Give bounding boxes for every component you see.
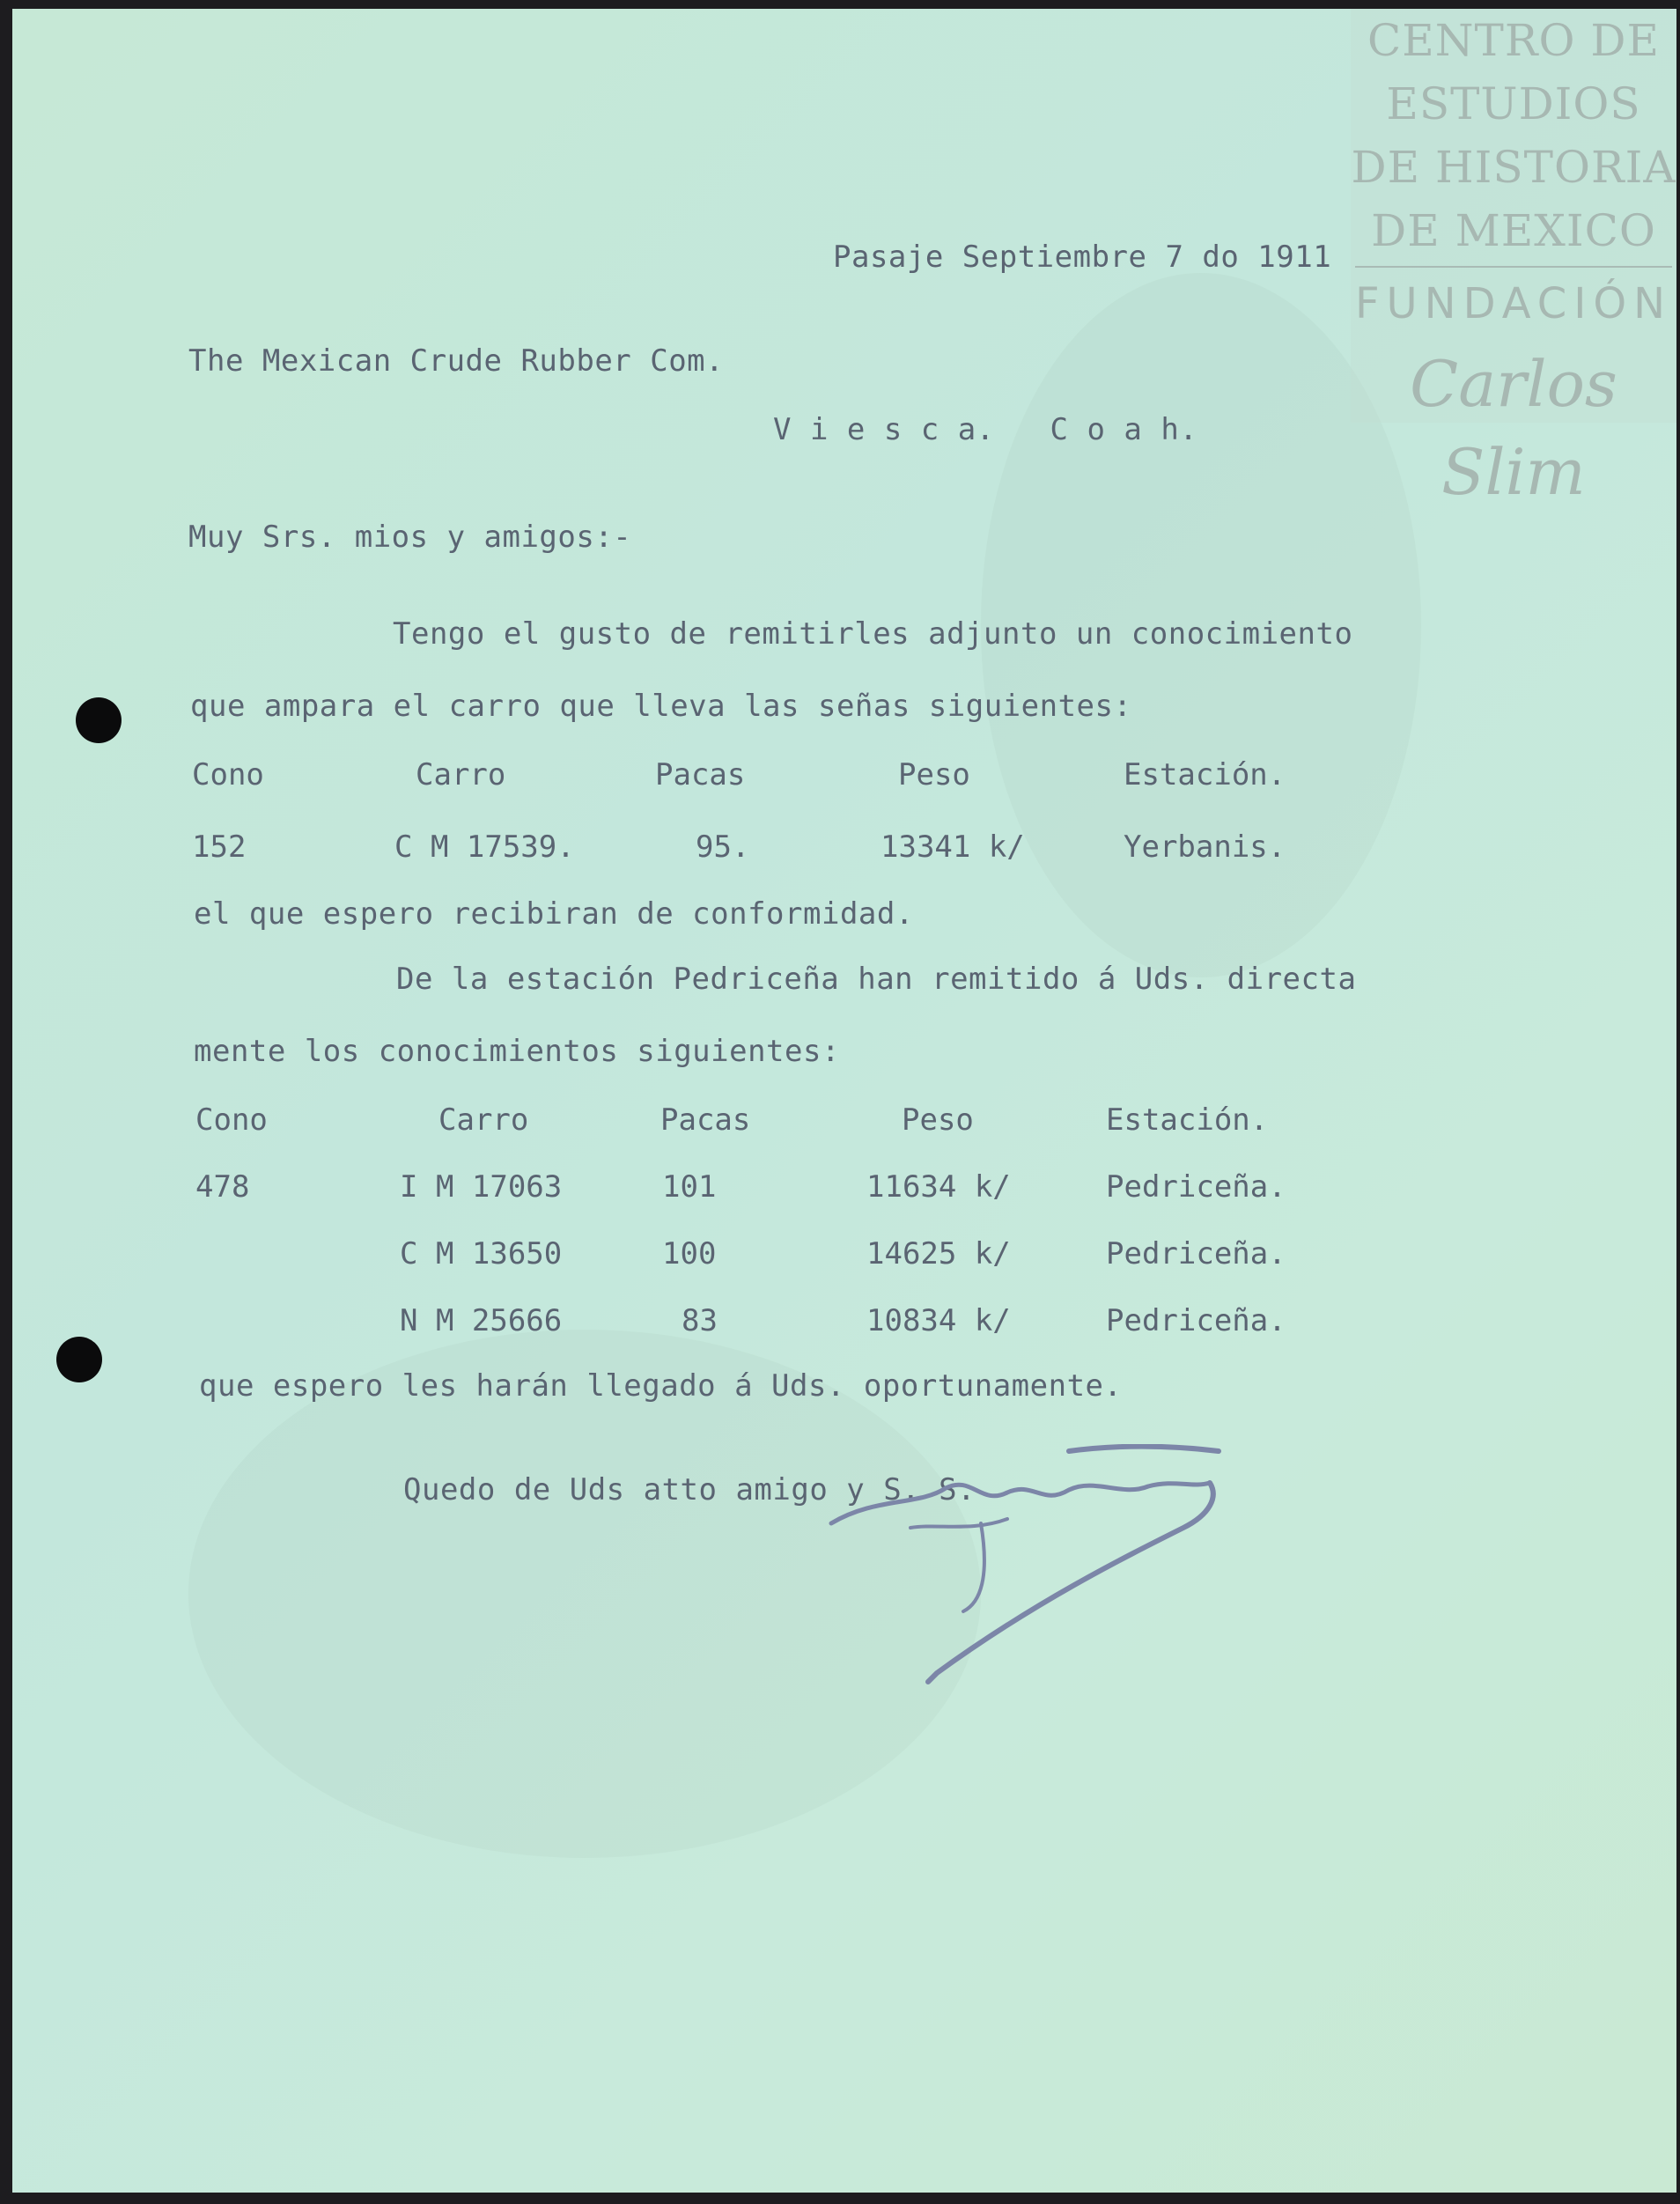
table-cell: 152 <box>192 829 247 865</box>
letter-page <box>12 9 1676 2193</box>
paragraph-line: que espero les harán llegado á Uds. oportunamente. <box>199 1368 1123 1404</box>
table-cell: 478 <box>195 1169 250 1205</box>
letter-date: Pasaje Septiembre 7 do 1911 <box>833 240 1332 275</box>
header-cell: Cono <box>192 757 264 792</box>
table-cell: N M 25666 <box>400 1303 563 1338</box>
table-cell: I M 17063 <box>400 1169 563 1205</box>
stamp-line: DE MEXICO <box>1371 205 1656 256</box>
table-cell: 10834 k/ <box>866 1303 1011 1338</box>
table-cell: 14625 k/ <box>866 1236 1011 1272</box>
letter-salutation: Muy Srs. mios y amigos:- <box>188 520 632 555</box>
table-cell: 101 <box>662 1169 717 1205</box>
table-cell: Pedriceña. <box>1106 1303 1286 1338</box>
stamp-line: DE HISTORIA <box>1351 142 1676 193</box>
paragraph-line: el que espero recibiran de conformidad. <box>194 896 914 932</box>
stamp-signature: Carlos Slim <box>1410 347 1617 509</box>
table-cell: 11634 k/ <box>866 1169 1011 1205</box>
stamp-fundacion: FUNDACIÓN <box>1354 279 1673 328</box>
stamp-divider <box>1355 266 1672 268</box>
table-cell: Pedriceña. <box>1106 1169 1286 1205</box>
paragraph-line: De la estación Pedriceña han remitido á Uds. directa <box>396 962 1357 997</box>
table-cell: 100 <box>662 1236 717 1272</box>
paragraph-line: Tengo el gusto de remitirles adjunto un conocimiento <box>393 616 1353 652</box>
punch-hole <box>76 697 122 743</box>
letter-closing: Quedo de Uds atto amigo y S. S. <box>403 1472 976 1507</box>
punch-hole <box>56 1337 102 1382</box>
header-cell: Pacas <box>655 757 746 792</box>
table-cell: C M 13650 <box>400 1236 563 1272</box>
header-cell: Estación. <box>1106 1102 1269 1138</box>
header-cell: Pacas <box>660 1102 751 1138</box>
table-cell: Yerbanis. <box>1124 829 1286 865</box>
header-cell: Estación. <box>1124 757 1286 792</box>
table-cell: 83 <box>682 1303 718 1338</box>
letter-recipient: The Mexican Crude Rubber Com. <box>188 343 725 379</box>
letter-city: V i e s c a. C o a h. <box>773 412 1198 447</box>
paragraph-line: que ampara el carro que lleva las señas siguientes: <box>190 689 1132 724</box>
table-cell: 13341 k/ <box>881 829 1025 865</box>
table-cell: C M 17539. <box>394 829 575 865</box>
header-cell: Cono <box>195 1102 268 1138</box>
handwritten-signature <box>805 1444 1298 1708</box>
header-cell: Carro <box>416 757 506 792</box>
stamp-line: CENTRO DE <box>1367 15 1660 66</box>
header-cell: Peso <box>898 757 970 792</box>
table-cell: Pedriceña. <box>1106 1236 1286 1272</box>
header-cell: Peso <box>902 1102 974 1138</box>
paragraph-line: mente los conocimientos siguientes: <box>194 1034 840 1069</box>
header-cell: Carro <box>438 1102 529 1138</box>
archive-stamp <box>1351 9 1676 509</box>
table-cell: 95. <box>696 829 750 865</box>
stamp-line: ESTUDIOS <box>1386 78 1641 129</box>
